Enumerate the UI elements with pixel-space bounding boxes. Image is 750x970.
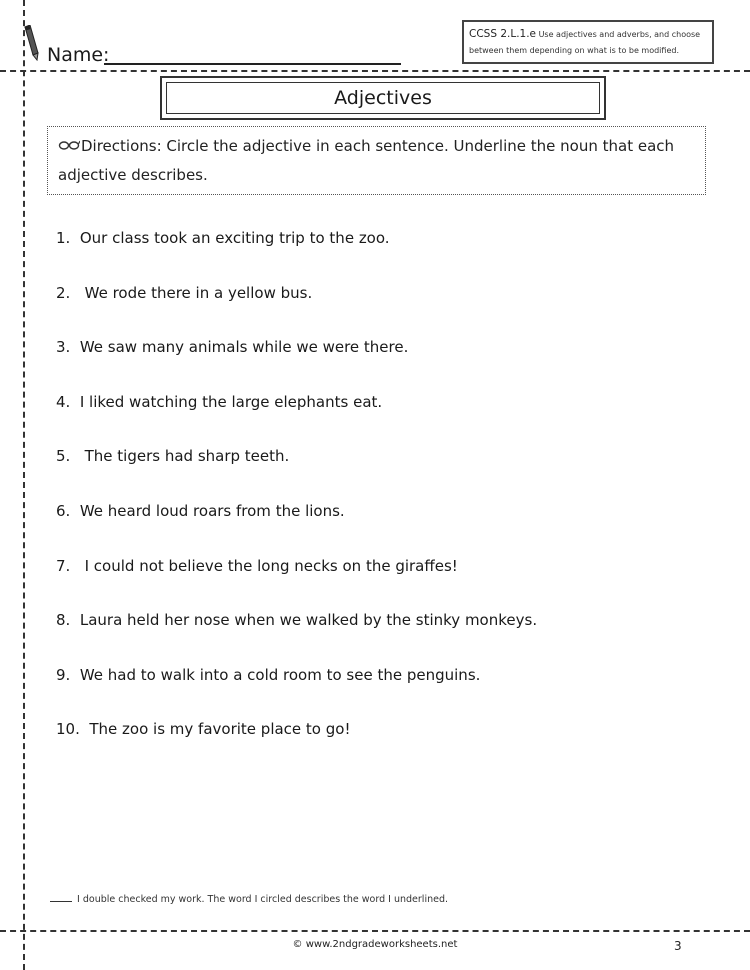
title-box [160,76,606,120]
glasses-icon [58,140,80,150]
question-item: 10. The zoo is my favorite place to go! [56,720,351,739]
page-number: 3 [674,939,682,953]
self-check-line [50,894,448,905]
bottom-cut-line [0,930,750,932]
page-title: Adjectives [166,82,600,114]
ccss-standard-box [462,20,714,64]
ccss-text: Use adjectives and adverbs, and choose between them depending on what is to be modified. [469,30,701,55]
name-line [104,63,401,65]
pencil-icon [22,25,40,61]
top-cut-line [0,70,750,72]
question-item: 1. Our class took an exciting trip to the zoo. [56,229,390,247]
ccss-code: CCSS 2.L.1.e [469,28,537,40]
check-blank [50,901,72,902]
question-item: 4. I liked watching the large elephants eat. [56,392,383,411]
left-cut-line [23,0,25,970]
question-item: 2. We rode there in a yellow bus. [56,283,313,302]
question-item: 7. I could not believe the long necks on the giraffes! [56,556,458,575]
footer-website: © www.2ndgradeworksheets.net [292,939,458,950]
question-item: 9. We had to walk into a cold room to see the penguins. [56,665,481,684]
question-item: 3. We saw many animals while we were there. [56,338,409,357]
directions-box [47,126,706,195]
question-item: 5. The tigers had sharp teeth. [56,447,290,466]
directions-text: Directions: Circle the adjective in each sentence. Underline the noun that each adjective describes. [58,137,675,184]
question-item: 6. We heard loud roars from the lions. [56,501,345,520]
name-label: Name: [47,44,110,66]
question-item: 8. Laura held her nose when we walked by the stinky monkeys. [56,611,538,630]
self-check-text: I double checked my work. The word I circled describes the word I underlined. [77,894,448,905]
question-list [56,226,716,772]
